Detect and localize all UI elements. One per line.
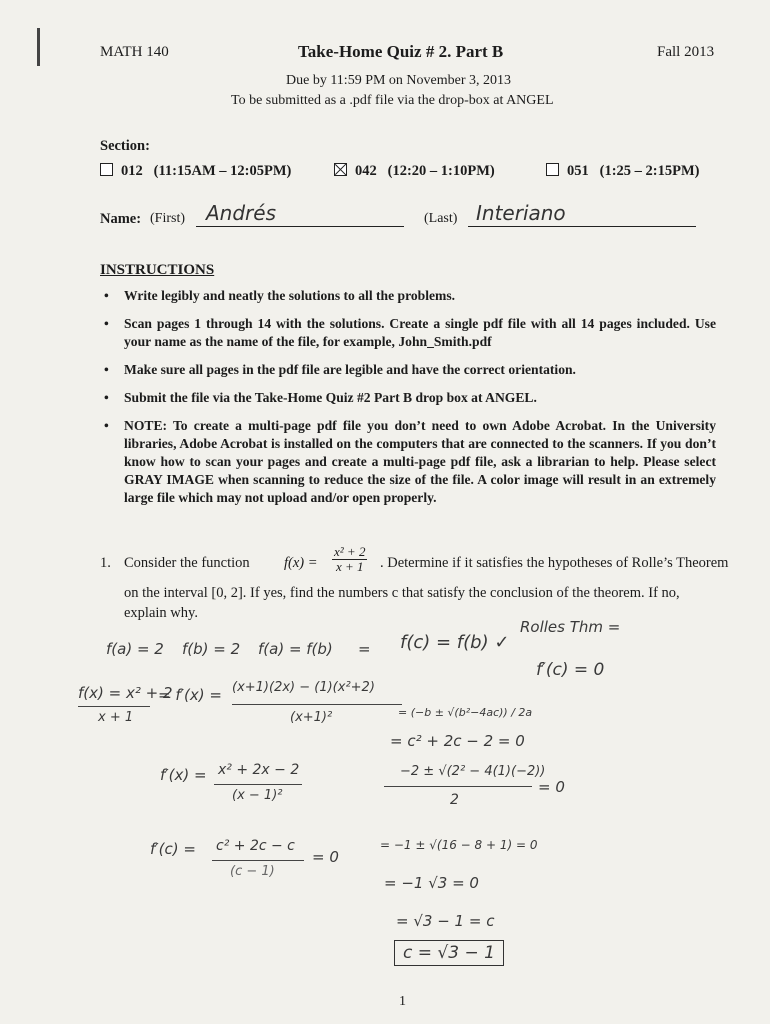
instruction-item: • Scan pages 1 through 14 with the solutions. Create a single pdf file with all 14 pages included. Use your name as the name of the file, for example, John_Smith.pdf: [104, 315, 716, 351]
quiz-title: Take-Home Quiz # 2. Part B: [298, 42, 504, 61]
work-eq: =: [358, 640, 371, 658]
work-fraction-bar: [214, 784, 302, 785]
question-text-b: . Determine if it satisfies the hypotheses of Rolle’s Theorem: [380, 555, 729, 571]
section-label: Section:: [100, 138, 150, 154]
work-fc-eq-fb: f(c) = f(b) ✓: [400, 632, 510, 653]
work-fprime: = f′(x) =: [158, 686, 222, 704]
checkbox-unchecked-icon[interactable]: [546, 163, 559, 176]
first-name-value[interactable]: Andrés: [206, 201, 276, 225]
work-fprime-c: f′(c) =: [150, 840, 196, 858]
work-fprime-num: x² + 2x − 2: [218, 762, 300, 778]
question-number: 1.: [100, 555, 111, 571]
work-rolles-result: f′(c) = 0: [536, 660, 605, 680]
section-option-051[interactable]: [546, 163, 699, 180]
work-root-step2: = −1 √3 = 0: [384, 874, 479, 892]
work-root-step1: = −1 ± √(16 − 8 + 1) = 0: [380, 838, 538, 852]
function-fraction: [332, 545, 367, 574]
work-fprime-c-num: c² + 2c − c: [216, 838, 295, 854]
checkbox-checked-icon[interactable]: [334, 163, 347, 176]
function-denominator: x + 1: [335, 559, 364, 574]
submission-note: To be submitted as a .pdf file via the drop-box at ANGEL: [231, 93, 554, 108]
section-option-042[interactable]: [334, 163, 495, 180]
instructions-title: INSTRUCTIONS: [100, 262, 215, 278]
question-text-c: on the interval [0, 2]. If yes, find the numbers c that satisfy the conclusion of the theorem. If no, explain why.: [124, 585, 680, 621]
section-code: 042: [355, 163, 377, 179]
first-name-underline: [196, 226, 404, 227]
work-fraction-bar: [384, 786, 532, 787]
work-quadratic-eq: = c² + 2c − 2 = 0: [390, 732, 525, 750]
course-label: MATH 140: [100, 44, 169, 60]
last-name-value[interactable]: Interiano: [476, 201, 566, 225]
work-rolles: Rolles Thm =: [520, 618, 621, 636]
section-code: 012: [121, 163, 143, 179]
work-fprime-den: (x − 1)²: [232, 788, 283, 803]
section-time: (1:25 – 2:15PM): [599, 163, 700, 179]
section-code: 051: [567, 163, 589, 179]
work-quadratic-formula: = (−b ± √(b²−4ac)) / 2a: [398, 706, 533, 719]
last-name-underline: [468, 226, 696, 227]
work-fprime-simplified: f′(x) =: [160, 766, 207, 784]
work-roots-den: 2: [450, 792, 459, 808]
last-name-label: (Last): [424, 211, 458, 226]
instruction-item: • Submit the file via the Take-Home Quiz #2 Part B drop box at ANGEL.: [104, 389, 716, 407]
work-fb: f(b) = 2: [182, 640, 241, 658]
due-date: Due by 11:59 PM on November 3, 2013: [286, 73, 512, 88]
work-roots-num: −2 ± √(2² − 4(1)(−2)): [400, 764, 546, 779]
work-fx-den: x + 1: [98, 710, 134, 725]
instruction-item: • Write legibly and neatly the solutions to all the problems.: [104, 287, 716, 305]
function-numerator: x² + 2: [334, 544, 366, 559]
first-name-label: (First): [150, 211, 185, 226]
final-answer-box: c = √3 − 1: [394, 940, 504, 966]
section-time: (11:15AM – 12:05PM): [153, 163, 292, 179]
work-fraction-bar: [232, 704, 402, 705]
scan-margin-mark: [37, 28, 40, 66]
work-roots-eq: = 0: [538, 778, 565, 796]
work-fa: f(a) = 2: [106, 640, 164, 658]
instruction-item: • Make sure all pages in the pdf file are legible and have the correct orientation.: [104, 361, 716, 379]
name-label: Name:: [100, 211, 142, 227]
question-text-a: Consider the function: [124, 555, 250, 571]
work-fprime-c-den: (c − 1): [230, 864, 275, 879]
instructions-list: [104, 287, 716, 517]
work-fx: f(x) = x² + 2: [78, 684, 173, 702]
work-fraction-bar: [78, 706, 150, 707]
work-fprime-c-eq: = 0: [312, 848, 339, 866]
work-fa-eq-fb: f(a) = f(b): [258, 640, 333, 658]
work-root-step3: = √3 − 1 = c: [396, 912, 495, 930]
page-number: 1: [399, 994, 406, 1009]
function-lhs: f(x) =: [284, 555, 318, 571]
work-quotient-den: (x+1)²: [290, 710, 333, 725]
term-label: Fall 2013: [657, 44, 715, 60]
section-time: (12:20 – 1:10PM): [387, 163, 495, 179]
work-quotient-num: (x+1)(2x) − (1)(x²+2): [232, 680, 375, 695]
instruction-item: • NOTE: To create a multi-page pdf file you don’t need to own Adobe Acrobat. In the University libraries, Adobe Acrobat is installed on the computers that are connected to the scanners. If you don’t know how to scan your pages and create a multi-page pdf file, ask a librarian to help. Please select GRAY IMAGE when scanning to reduce the size of the file. A color image will result in an extremely large file which may not upload and/or open properly.: [104, 417, 716, 507]
work-fraction-bar: [212, 860, 304, 861]
checkbox-unchecked-icon[interactable]: [100, 163, 113, 176]
section-option-012[interactable]: [100, 163, 291, 180]
